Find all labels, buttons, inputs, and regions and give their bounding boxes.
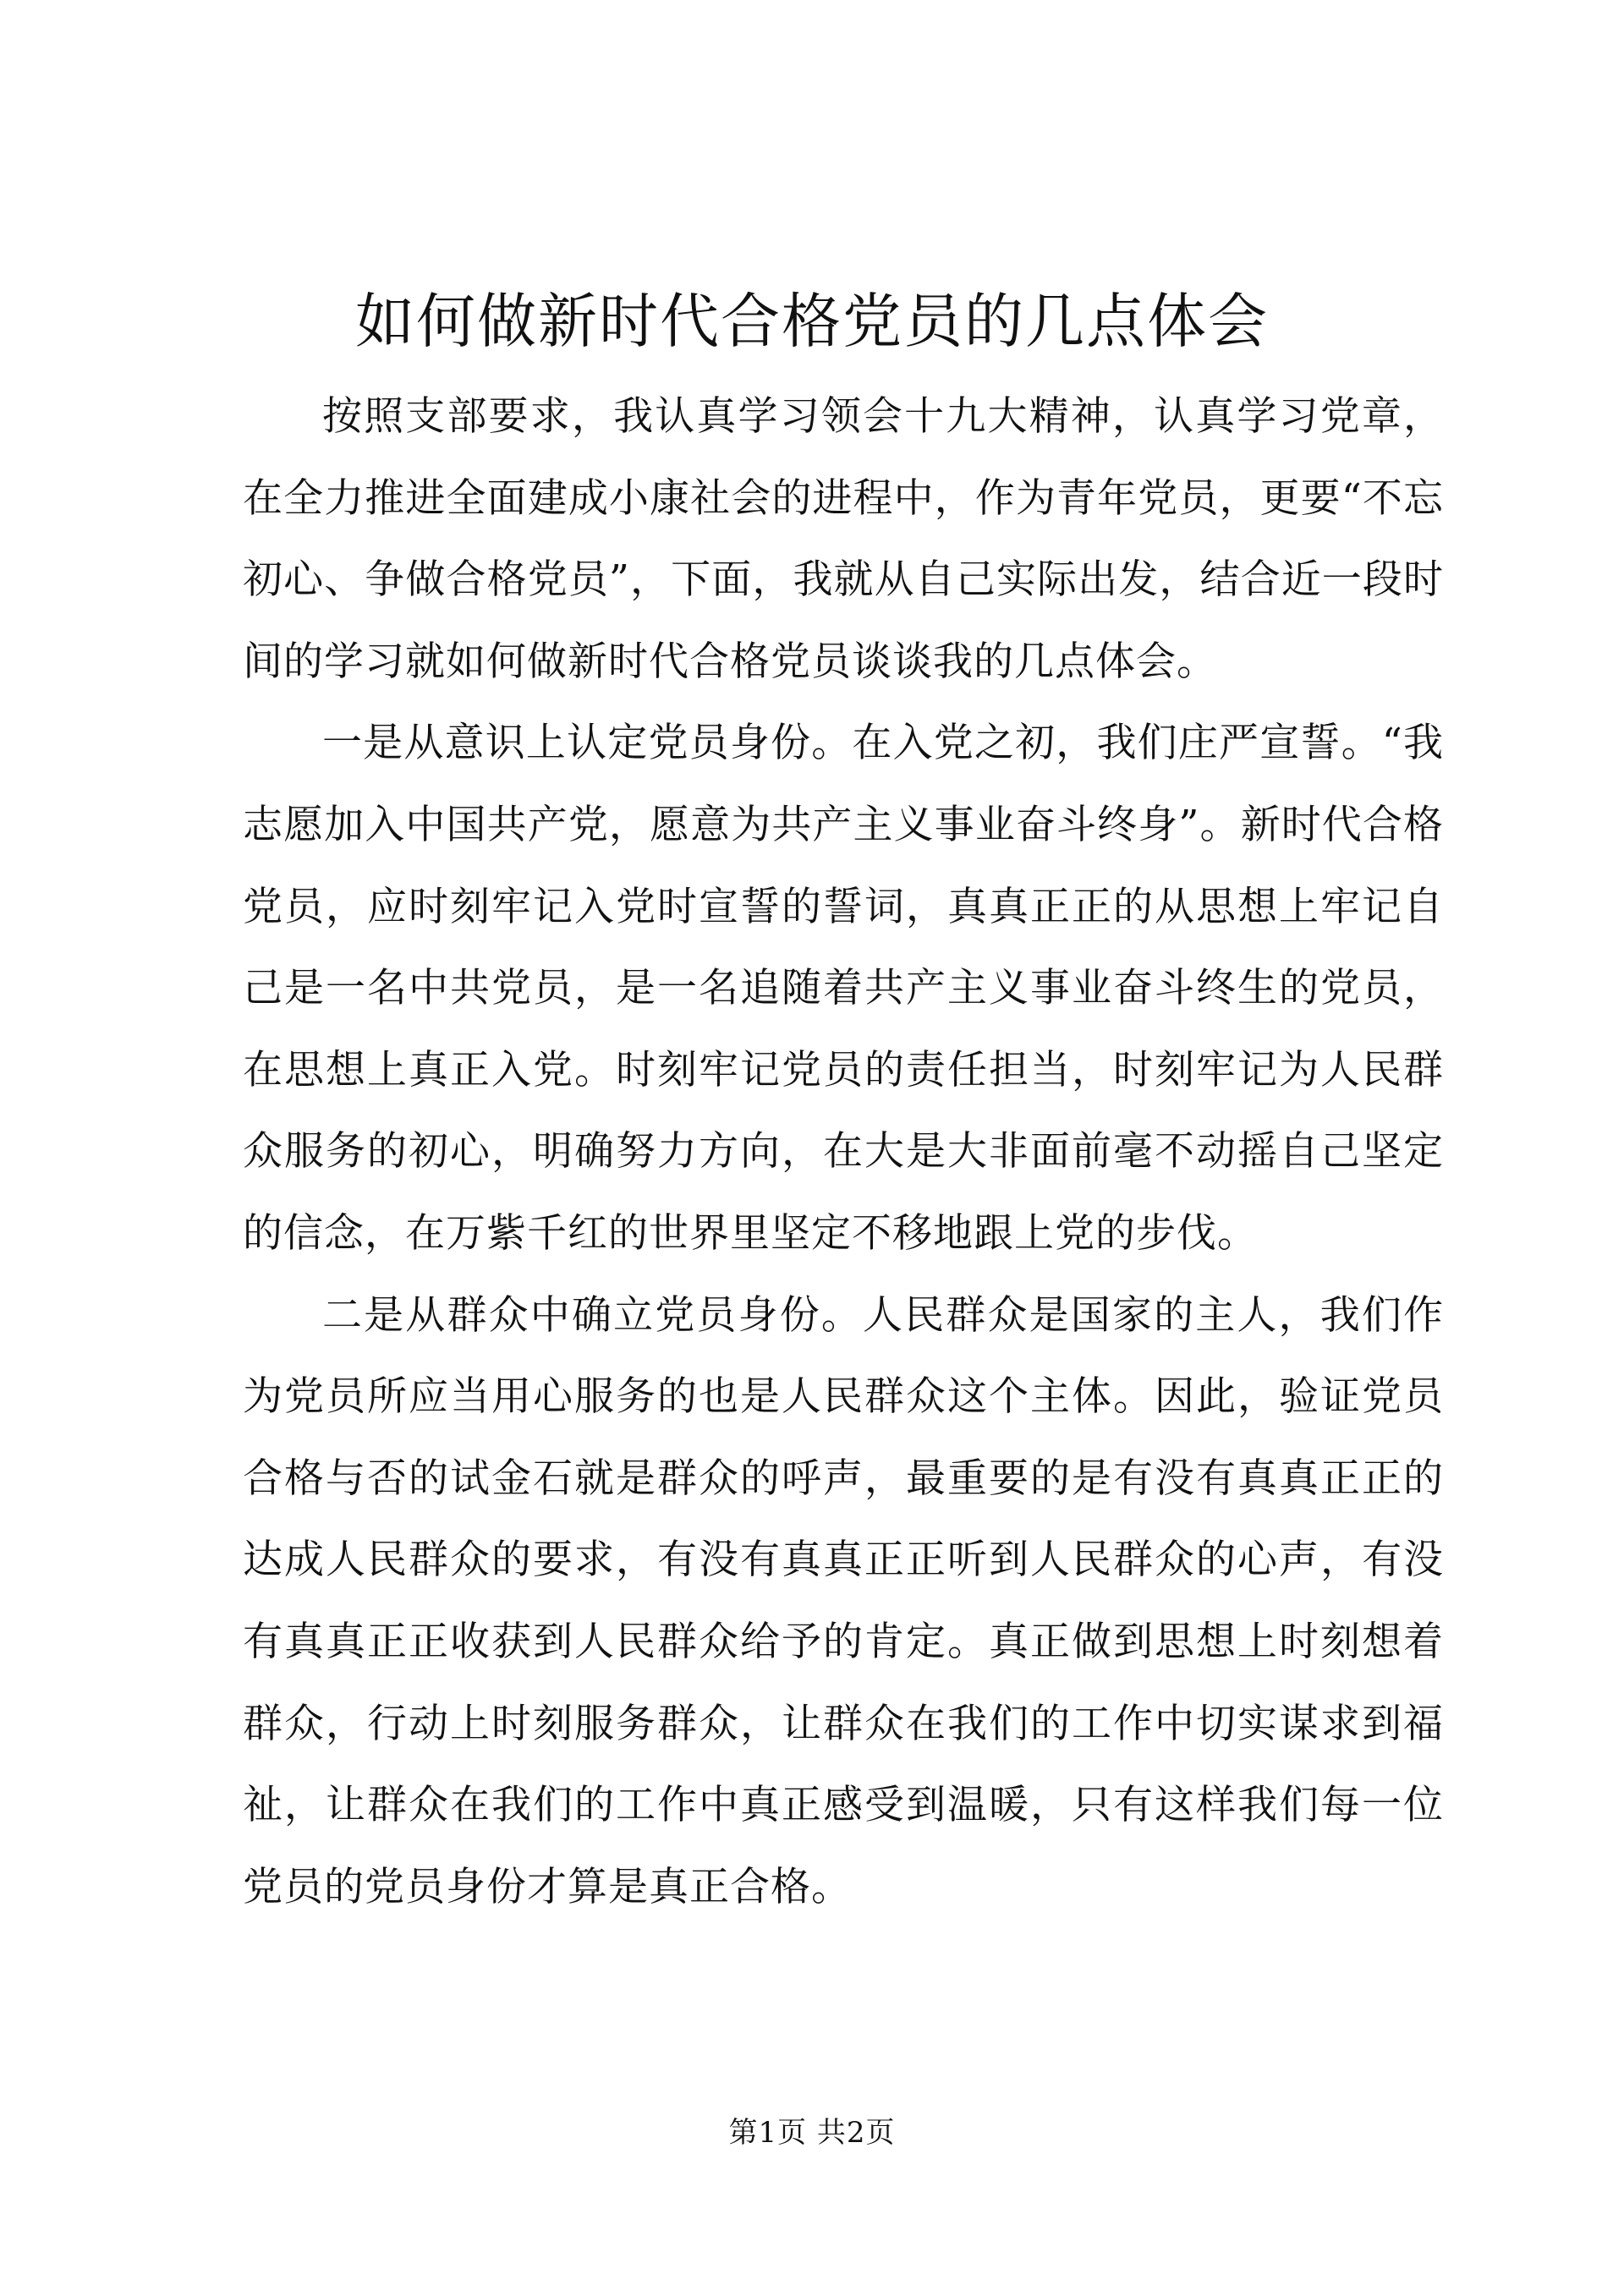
paragraph-point-one: 一是从意识上认定党员身份。在入党之初，我们庄严宣誓。“我志愿加入中国共产党，愿意为共产主义事业奋斗终身”。新时代合格党员，应时刻牢记入党时宣誓的誓词，真真正正的从思想上牢记自己是一名中共党员，是一名追随着共产主义事业奋斗终生的党员，在思想上真正入党。时刻牢记党员的责任担当，时刻牢记为人民群众服务的初心，明确努力方向，在大是大非面前毫不动摇自己坚定的信念，在万紫千红的世界里坚定不移地跟上党的步伐。 [243, 720, 1444, 1257]
document-body [243, 376, 1444, 1928]
page-number-footer: 第1页 共2页 [728, 2116, 896, 2150]
paragraph-intro: 按照支部要求，我认真学习领会十九大精神，认真学习党章，在全力推进全面建成小康社会的进程中，作为青年党员，更要“不忘初心、争做合格党员”，下面，我就从自己实际出发，结合近一段时间的学习就如何做新时代合格党员谈谈我的几点体会。 [243, 393, 1444, 685]
paragraph-point-two: 二是从群众中确立党员身份。人民群众是国家的主人，我们作为党员所应当用心服务的也是人民群众这个主体。因此，验证党员合格与否的试金石就是群众的呼声，最重要的是有没有真真正正的达成人民群众的要求，有没有真真正正听到人民群众的心声，有没有真真正正收获到人民群众给予的肯定。真正做到思想上时刻想着群众，行动上时刻服务群众，让群众在我们的工作中切实谋求到福祉，让群众在我们的工作中真正感受到温暖，只有这样我们每一位党员的党员身份才算是真正合格。 [243, 1291, 1444, 1910]
document-title: 如何做新时代合格党员的几点体会 [355, 287, 1269, 356]
